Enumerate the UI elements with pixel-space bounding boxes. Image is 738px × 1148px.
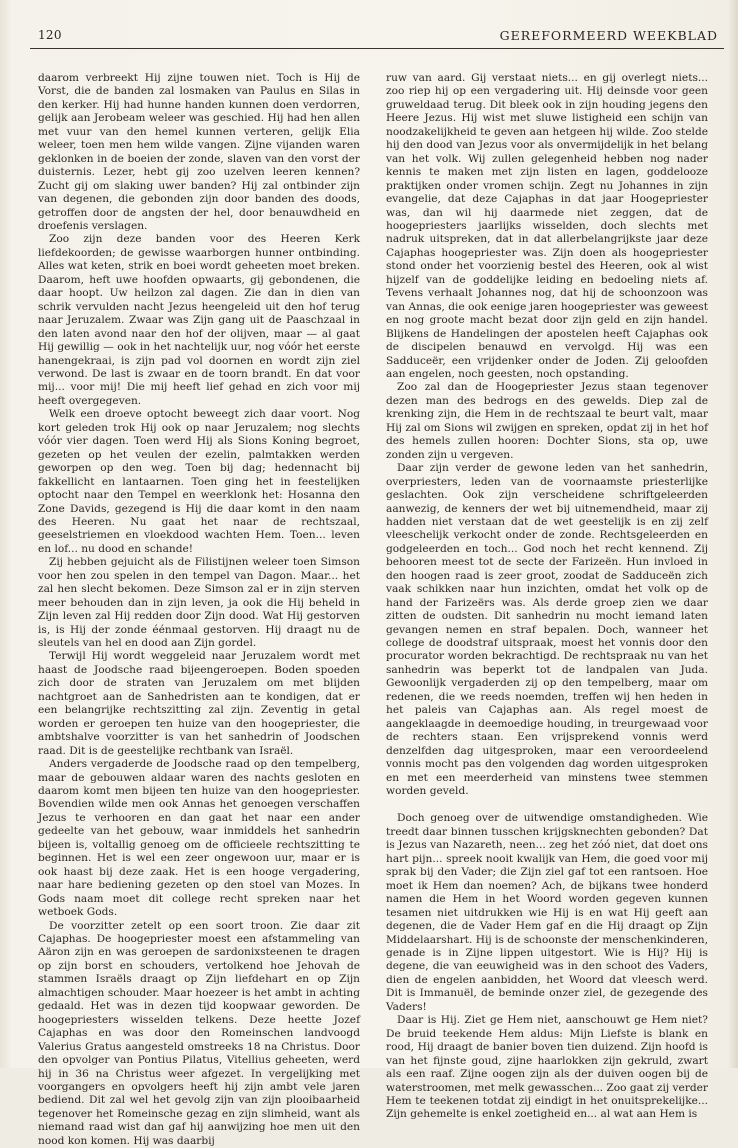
paragraph: Terwijl Hij wordt weggeleid naar Jeruzalem wordt met haast de Joodsche raad bijeengeroepen. Boden spoeden zich door de straten van Jeruzalem om met blijden nachtgroet aan de Sanhedristen aan te kondigen, dat er een belangrijke rechtszitting zal zijn. Zeventig in getal worden er geroepen ten huize van den hoogepriester, die ambtshalve voorzitter is van het sanhedrin of Joodschen raad. Dit is de geestelijke rechtbank van Israël.	[38, 650, 360, 757]
right-column	[386, 72, 708, 1121]
page-edge-shadow	[728, 0, 738, 1068]
paragraph: Zoo zijn deze banden voor des Heeren Kerk liefdekoorden; de gewisse waarborgen hunner ontbinding. Alles wat keten, strik en boei wordt geheeten moet breken. Daarom, heft uwe hoofden opwaarts, gij gebondenen, die daar hoopt. Uw heilzon zal dagen. Zie dan in dien van schrik vervulden nacht Jezus heengeleid uit den hof terug naar Jeruzalem. Zwaar was Zijn gang uit de Paaschzaal in den laten avond naar den hof der olijven, maar — al gaat Hij gewillig — ook in het nachtelijk uur, nog vóór het eerste hanengekraai, is zijn pad vol doornen en wordt zijn ziel verwond. De last is zwaar en de toorn brandt. En dat voor mij... voor mij! Die mij heeft lief gehad en zich voor mij heeft overgegeven.	[38, 233, 360, 407]
paragraph: Doch genoeg over de uitwendige omstandigheden. Wie treedt daar binnen tusschen krijgsknechten gebonden? Dat is Jezus van Nazareth, neen... zeg het zóó niet, dat doet ons hart pijn... spreek nooit kwalijk van Hem, die goed voor mij sprak bij den Vader; die Zijn ziel gaf tot een rantsoen. Hoe moet ik Hem dan noemen? Ach, de bijkans twee honderd namen die Hem in het Woord worden gegeven kunnen tesamen niet uitdrukken wie Hij is en wat Hij geeft aan degenen, die de Vader Hem gaf en die Hij draagt op Zijn Middelaarshart. Hij is de schoonste der menschenkinderen, genade is in Zijne lippen uitgestort. Wie is Hij? Hij is degene, die van eeuwigheid was in den schoot des Vaders, dien de engelen aanbidden, het Woord dat vleesch werd. Dit is Immanuël, de beminde onzer ziel, de gezegende des Vaders!	[386, 812, 708, 1013]
paragraph: Welk een droeve optocht beweegt zich daar voort. Nog kort geleden trok Hij ook op naar Jeruzalem; nog slechts vóór vier dagen. Toen werd Hij als Sions Koning begroet, gezeten op het veulen der ezelin, palmtakken werden geworpen op den weg. Toen bij dag; hedennacht bij fakkellicht en lantaarnen. Toen ging het in feestelijken optocht naar den Tempel en weerklonk het: Hosanna den Zone Davids, gezegend is Hij die daar komt in den naam des Heeren. Nu gaat het naar de rechtszaal, geeselstriemen en vloekdood wachten Hem. Toen... leven en lof... nu dood en schande!	[38, 408, 360, 555]
page-header	[30, 26, 724, 49]
paragraph: Daar zijn verder de gewone leden van het sanhedrin, overpriesters, leden van de voornaamste priesterlijke geslachten. Ook zijn verscheidene schriftgeleerden aanwezig, de kenners der wet bij uitnemendheid, maar zij hadden niet verstaan dat de wet geestelijk is en zij zelf vleeschelijk verkocht onder de zonde. Rechtsgeleerden en godgeleerden en toch... God noch het recht kennend. Zij behooren meest tot de secte der Farizeën. Hun invloed in den hoogen raad is zeer groot, zoodat de Sadduceën zich vaak schikken naar hun inzichten, omdat het volk op de hand der Farizeërs was. Als derde groep zien we daar zitten de oudsten. Dit sanhedrin nu mocht iemand laten gevangen nemen en straf bepalen. Doch, wanneer het college de doodstraf uitspraak, moest het vonnis door den procurator worden bekrachtigd. De rechtspraak nu van het sanhedrin was beperkt tot de landpalen van Juda. Gewoonlijk vergaderden zij op den tempelberg, maar om redenen, die we reeds noemden, treffen wij hen heden in het paleis van Cajaphas aan. Als regel moest de aangeklaagde in deemoedige houding, in treurgewaad voor de rechters staan. Een vrijsprekend vonnis werd denzelfden dag uitgesproken, maar een veroordeelend vonnis mocht pas den volgenden dag worden uitgesproken en met een meerderheid van minstens twee stemmen worden geveld.	[386, 462, 708, 798]
left-column	[38, 72, 360, 1147]
paragraph: Zij hebben gejuicht als de Filistijnen weleer toen Simson voor hen zou spelen in den tempel van Dagon. Maar... het zal hen slecht bekomen. Deze Simson zal er in zijn sterven meer behouden dan in zijn leven, ja ook die Hij beheld in Zijn leven zal Hij redden door Zijn dood. Wat Hij gestorven is, is Hij der zonde éénmaal gestorven. Hij draagt nu de sleutels van hel en dood aan Zijn gordel.	[38, 556, 360, 650]
paragraph: De voorzitter zetelt op een soort troon. Zie daar zit Cajaphas. De hoogepriester moest een afstammeling van Aäron zijn en was geroepen de sardonixsteenen te dragen op zijn borst en schouders, vertolkend hoe Jehovah de stammen Israëls draagt op Zijn liefdehart en op Zijn almachtigen schouder. Maar hoezeer is het ambt in achting gedaald. Het was in dezen tijd koopwaar geworden. De hoogepriesters wisselden telkens. Deze heette Jozef Cajaphas en was door den Romeinschen landvoogd Valerius Gratus aangesteld omstreeks 18 na Christus. Door den opvolger van Pontius Pilatus, Vitellius geheeten, werd hij in 36 na Christus weer afgezet. In vergelijking met voorgangers en opvolgers heeft hij zijn ambt vele jaren bediend. Dit zal wel het gevolg zijn van zijn plooibaarheid tegenover het Romeinsche gezag en zijn slimheid, want als niemand raad wist dan gaf hij aanwijzing hoe men uit den nood kon komen. Hij was daarbij	[38, 919, 360, 1147]
paragraph: daarom verbreekt Hij zijne touwen niet. Toch is Hij de Vorst, die de banden zal losmaken van Paulus en Silas in den kerker. Hij had hunne handen kunnen doen verdorren, gelijk aan Jerobeam weleer was geschied. Hij had hen allen met vuur van den hemel kunnen verteren, gelijk Elia weleer, toen men hem wilde vangen. Zijne vijanden waren geklonken in de boeien der zonde, slaven van den vorst der duisternis. Lezer, hebt gij zoo uzelven leeren kennen? Zucht gij om slaking uwer banden? Hij zal ontbinder zijn van degenen, die gebonden zijn door banden des doods, getroffen door de angsten der hel, door benauwdheid en droefenis verslagen.	[38, 72, 360, 232]
paragraph: Anders vergaderde de Joodsche raad op den tempelberg, maar de gebouwen aldaar waren des nachts gesloten en daarom komt men bijeen ten huize van den hoogepriester. Bovendien wilde men ook Annas het genoegen verschaffen Jezus te verhooren en dan gaat het naar een ander gedeelte van het gebouw, waar inmiddels het sanhedrin bijeen is, voltallig genoeg om de officieele rechtszitting te beginnen. Het is wel een zeer ongewoon uur, maar er is ook haast bij deze zaak. Het is een hooge vergadering, naar hare bediening gezeten op den stoel van Mozes. In Gods naam moet dit college recht spreken naar het wetboek Gods.	[38, 758, 360, 919]
publication-title: GEREFORMEERD WEEKBLAD	[499, 28, 718, 43]
page-number: 120	[38, 28, 62, 42]
paragraph: Daar is Hij. Ziet ge Hem niet, aanschouwt ge Hem niet? De bruid teekende Hem aldus: Mijn Liefste is blank en rood, Hij draagt de banier boven tien duizend. Zijn hoofd is van het fijnste goud, zijne haarlokken zijn gekruld, zwart als een raaf. Zijne oogen zijn als der duiven oogen bij de waterstroomen, met melk gewasschen... Zoo gaat zij verder Hem te teekenen totdat zij eindigt in het onuitsprekelijke... Zijn gehemelte is enkel zoetigheid en... al wat aan Hem is	[386, 1014, 708, 1121]
paragraph: ruw van aard. Gij verstaat niets... en gij overlegt niets... zoo riep hij op een vergadering uit. Hij deinsde voor geen gruweldaad terug. Dit bleek ook in zijn houding jegens den Heere Jezus. Hij wist met sluwe listigheid een schijn van noodzakelijkheid te geven aan hetgeen hij wilde. Zoo stelde hij den dood van Jezus voor als onvermijdelijk in het belang van het volk. Wij zullen gelegenheid hebben nog nader kennis te maken met zijn listen en lagen, goddelooze praktijken onder vromen schijn. Zegt nu Johannes in zijn evangelie, dat deze Cajaphas in dat jaar Hoogepriester was, dan wil hij daarmede niet zeggen, dat de hoogepriesters jaarlijks wisselden, doch slechts met nadruk uitspreken, dat in dat allerbelangrijkste jaar deze Cajaphas hoogepriester was. Zijn doen als hoogepriester stond onder het voorzienig bestel des Heeren, ook al wist hijzelf van de goddelijke leiding en bedoeling niets af. Tevens verhaalt Johannes nog, dat hij de schoonzoon was van Annas, die ook eenige jaren hoogepriester was geweest en nog groote macht bezat door zijn geld en zijn handel. Blijkens de Handelingen der apostelen heeft Cajaphas ook de discipelen benauwd en vervolgd. Hij was een Sadduceër, een vrijdenker onder de Joden. Zij geloofden aan engelen, noch geesten, noch opstanding.	[386, 72, 708, 380]
paragraph: Zoo zal dan de Hoogepriester Jezus staan tegenover dezen man des bedrogs en des gewelds. Diep zal de krenking zijn, die Hem in de rechtszaal te beurt valt, maar Hij zal om Sions wil zwijgen en spreken, opdat zij in het hof des hemels zullen hooren: Dochter Sions, sta op, uwe zonden zijn u vergeven.	[386, 381, 708, 461]
